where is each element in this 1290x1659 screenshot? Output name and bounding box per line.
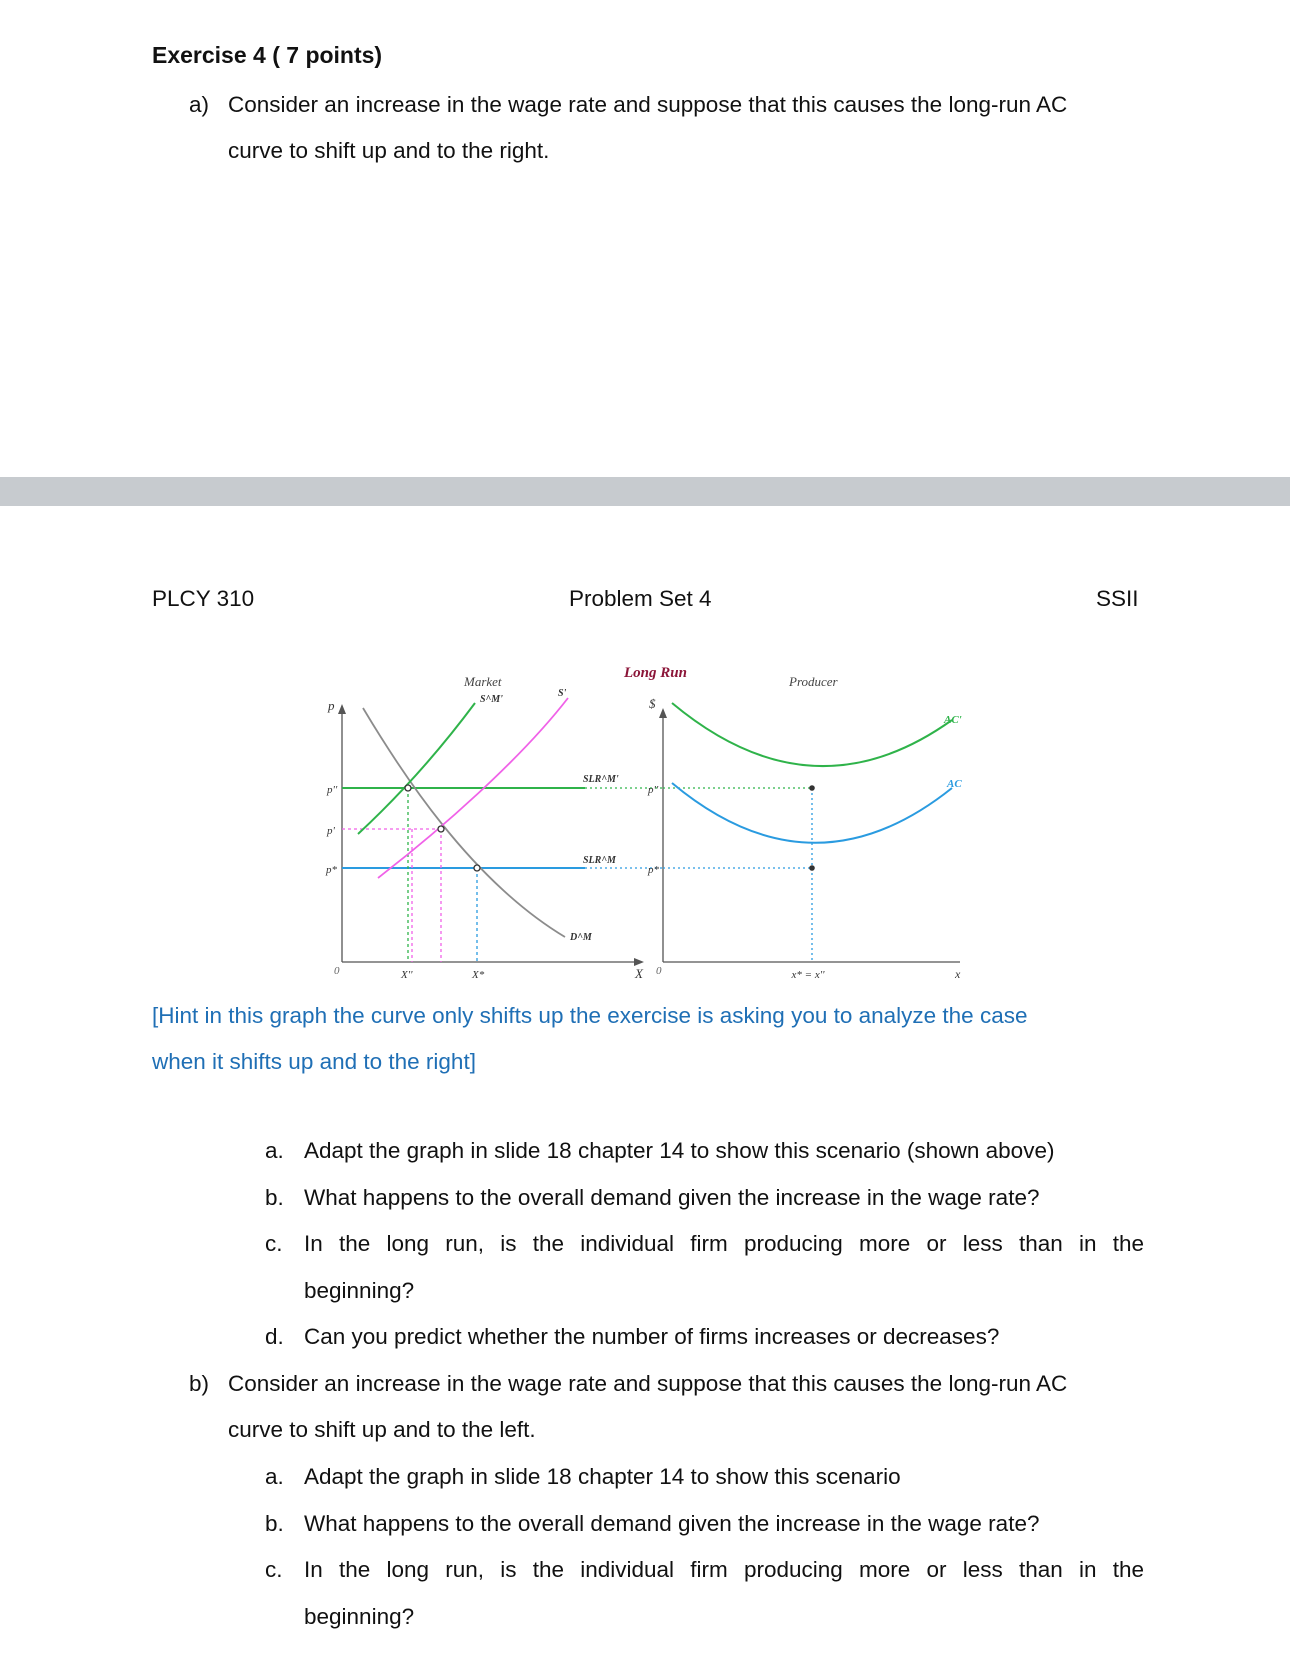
label-p-double-prime-right: p'': [648, 784, 659, 796]
label-slr-m: SLR^M: [583, 855, 616, 866]
part-b-item-c-label: c.: [265, 1557, 283, 1582]
hint-line2: when it shifts up and to the right]: [152, 1049, 476, 1074]
part-b-item-a-text: Adapt the graph in slide 18 chapter 14 to show this scenario: [304, 1464, 901, 1489]
part-a-label: a): [189, 92, 210, 117]
label-firm-output: x* = x'': [791, 969, 825, 981]
part-a-item-c-cont: beginning?: [304, 1278, 415, 1303]
header-title: Problem Set 4: [569, 586, 712, 611]
exercise-title: Exercise 4 ( 7 points): [152, 42, 383, 68]
part-b-item-a-label: a.: [265, 1464, 284, 1489]
equilibrium-point-green: [405, 785, 411, 791]
equilibrium-point-blue: [474, 865, 480, 871]
header-course: PLCY 310: [152, 586, 255, 611]
market-label: Market: [464, 674, 502, 689]
part-b-line1: Consider an increase in the wage rate and suppose that this causes the long-run AC: [228, 1371, 1068, 1396]
producer-axes: [659, 708, 960, 962]
part-a-question: [228, 82, 1148, 174]
part-a-item-b-text: What happens to the overall demand given the increase in the wage rate?: [304, 1185, 1040, 1210]
label-ac-prime: AC': [944, 714, 962, 726]
part-b-question: [228, 1361, 1148, 1453]
long-run-figure: [0, 650, 1290, 990]
part-b-item-c-text: In the long run, is the individual firm producing more or less than in the: [304, 1557, 1144, 1582]
hint-line1: [Hint in this graph the curve only shifts up the exercise is asking you to analyze the case: [152, 1003, 1028, 1028]
label-p-prime-left: p': [327, 825, 335, 837]
supply-curve-sm-prime: [358, 703, 475, 834]
part-a-item-d-text: Can you predict whether the number of firms increases or decreases?: [304, 1324, 1000, 1349]
page-break-band: [0, 477, 1290, 506]
part-b-item-b-label: b.: [265, 1511, 284, 1536]
part-b-item-c-cont: beginning?: [304, 1604, 415, 1629]
part-a-line1: Consider an increase in the wage rate and suppose that this causes the long-run AC: [228, 92, 1068, 117]
equilibrium-point-pink: [438, 826, 444, 832]
ac-minimum: [809, 865, 815, 871]
part-a-item-b-label: b.: [265, 1185, 284, 1210]
label-p-star-right: p*: [648, 864, 659, 876]
part-b-item-b-text: What happens to the overall demand given the increase in the wage rate?: [304, 1511, 1040, 1536]
demand-curve-dm: [363, 708, 565, 937]
part-b-label: b): [189, 1371, 210, 1396]
part-a-line2: curve to shift up and to the right.: [228, 138, 550, 163]
label-x-star: X*: [472, 969, 485, 981]
label-x-double-prime: X'': [401, 969, 413, 981]
part-a-item-d-label: d.: [265, 1324, 284, 1349]
producer-x-axis-label: x: [955, 967, 961, 981]
part-b-line2: curve to shift up and to the left.: [228, 1417, 536, 1442]
label-p-star-left: p*: [326, 864, 337, 876]
label-p-double-prime-left: p'': [327, 784, 338, 796]
producer-y-axis-label: $: [649, 696, 656, 711]
label-s-prime: S': [558, 688, 567, 699]
part-a-item-a-label: a.: [265, 1138, 284, 1163]
label-sm-prime: S^M': [480, 694, 503, 705]
producer-label: Producer: [789, 674, 838, 689]
producer-origin: 0: [656, 965, 662, 977]
figure-title: Long Run: [624, 665, 687, 681]
ac-prime-minimum: [809, 785, 815, 791]
market-x-axis-label: X: [635, 966, 643, 981]
part-a-item-c-text: In the long run, is the individual firm producing more or less than in the: [304, 1231, 1144, 1256]
part-a-item-c-label: c.: [265, 1231, 283, 1256]
part-a-item-a-text: Adapt the graph in slide 18 chapter 14 to show this scenario (shown above): [304, 1138, 1055, 1163]
label-slr-m-prime: SLR^M': [583, 774, 619, 785]
label-ac: AC: [947, 778, 962, 790]
market-y-axis-label: p: [328, 698, 335, 713]
market-origin: 0: [334, 965, 340, 977]
hint-text: [152, 993, 1152, 1085]
ac-prime-curve: [672, 703, 952, 766]
label-dm: D^M: [570, 932, 592, 943]
header-section: SSII: [1096, 586, 1139, 611]
